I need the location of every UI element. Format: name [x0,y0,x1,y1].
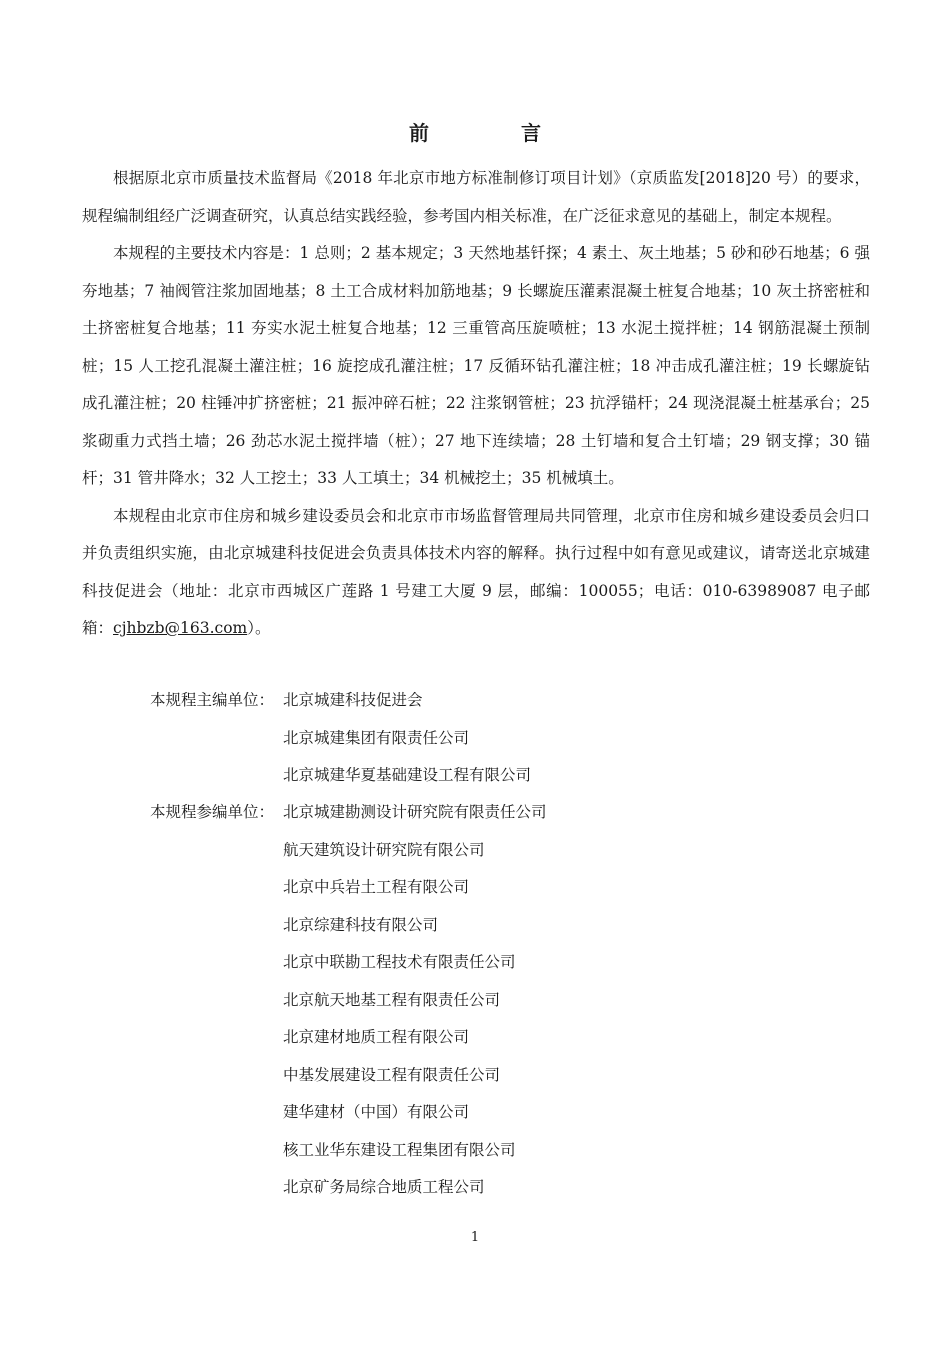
unit-name: 北京航天地基工程有限责任公司 [283,990,501,1009]
page-number: 1 [470,1230,480,1245]
list-item [150,944,870,982]
unit-name: 北京中联勘工程技术有限责任公司 [283,953,516,971]
unit-name: 北京综建科技有限公司 [283,915,439,934]
list-item [150,720,870,758]
unit-name: 北京建材地质工程有限公司 [283,1028,470,1046]
list-item [150,1132,870,1170]
unit-name: 北京城建华夏基础建设工程有限公司 [283,766,532,784]
paragraph-management [82,498,870,648]
participating-units-list [150,794,870,1207]
unit-name: 建华建材（中国）有限公司 [283,1103,470,1121]
list-item [150,794,870,832]
management-end: ）。 [247,619,271,637]
chief-units-label: 本规程主编单位： [150,691,275,709]
list-item [150,757,870,795]
list-item [150,682,870,720]
chief-units-list [150,682,870,795]
unit-name: 北京矿务局综合地质工程公司 [283,1178,485,1196]
page-title: 前 言 [409,121,577,145]
participating-units-label: 本规程参编单位： [150,803,275,821]
unit-name: 北京城建勘测设计研究院有限责任公司 [283,803,547,821]
unit-name: 中基发展建设工程有限责任公司 [283,1065,501,1084]
paragraph-technical-contents: 本规程的主要技术内容是：1 总则；2 基本规定；3 天然地基钎探；4 素土、灰土地基；5 砂和砂石地基；6 强夯地基；7 袖阀管注浆加固地基；8 土工合成材料加筋地基；9 长螺旋压灌素混凝土桩复合地基；10 灰土挤密桩和土挤密桩复合地基；11 夯实水泥土桩复合地基；12 三重管高压旋喷桩；13 水泥土搅拌桩；14 钢筋混凝土预制桩；15 人工挖孔混凝土灌注桩；16 旋挖成孔灌注桩；17 反循环钻孔灌注桩；18 冲击成孔灌注桩；19 长螺旋钻成孔灌注桩；20 柱锤冲扩挤密桩；21 振冲碎石桩；22 注浆钢管桩；23 抗浮锚杆；24 现浇混凝土桩基承台；25 浆砌重力式挡土墙；26 劲芯水泥土搅拌墙（桩）；27 地下连续墙；28 土钉墙和复合土钉墙；29 钢支撑；30 锚杆；31 管井降水；32 人工挖土；33 人工填土；34 机械挖土；35 机械填土。 [82,244,870,487]
unit-name: 核工业华东建设工程集团有限公司 [283,1140,516,1159]
unit-name: 北京中兵岩土工程有限公司 [283,878,470,896]
list-item [150,1019,870,1057]
preface-body [82,160,870,648]
list-item [150,869,870,907]
list-item [150,1169,870,1207]
list-item [150,1094,870,1132]
paragraph-plan-basis: 根据原北京市质量技术监督局《2018 年北京市地方标准制修订项目计划》（京质监发[2018]20 号）的要求，规程编制组经广泛调查研究，认真总结实践经验，参考国内相关标准，在广泛征求意见的基础上，制定本规程。 [82,169,870,225]
list-item [150,1057,870,1095]
unit-name: 航天建筑设计研究院有限公司 [283,840,485,859]
unit-name: 北京城建科技促进会 [283,691,423,709]
unit-name: 北京城建集团有限责任公司 [283,728,470,747]
management-text: 本规程由北京市住房和城乡建设委员会和北京市市场监督管理局共同管理，北京市住房和城乡建设委员会归口并负责组织实施，由北京城建科技促进会负责具体技术内容的解释。执行过程中如有意见或建议，请寄送北京城建科技促进会（地址：北京市西城区广莲路 1 号建工大厦 9 层，邮编：100055；电话：010-63989087 电子邮箱： [82,506,870,637]
list-item [150,907,870,945]
list-item [150,982,870,1020]
email-link[interactable]: cjhbzb@163.com [113,619,248,637]
list-item [150,832,870,870]
